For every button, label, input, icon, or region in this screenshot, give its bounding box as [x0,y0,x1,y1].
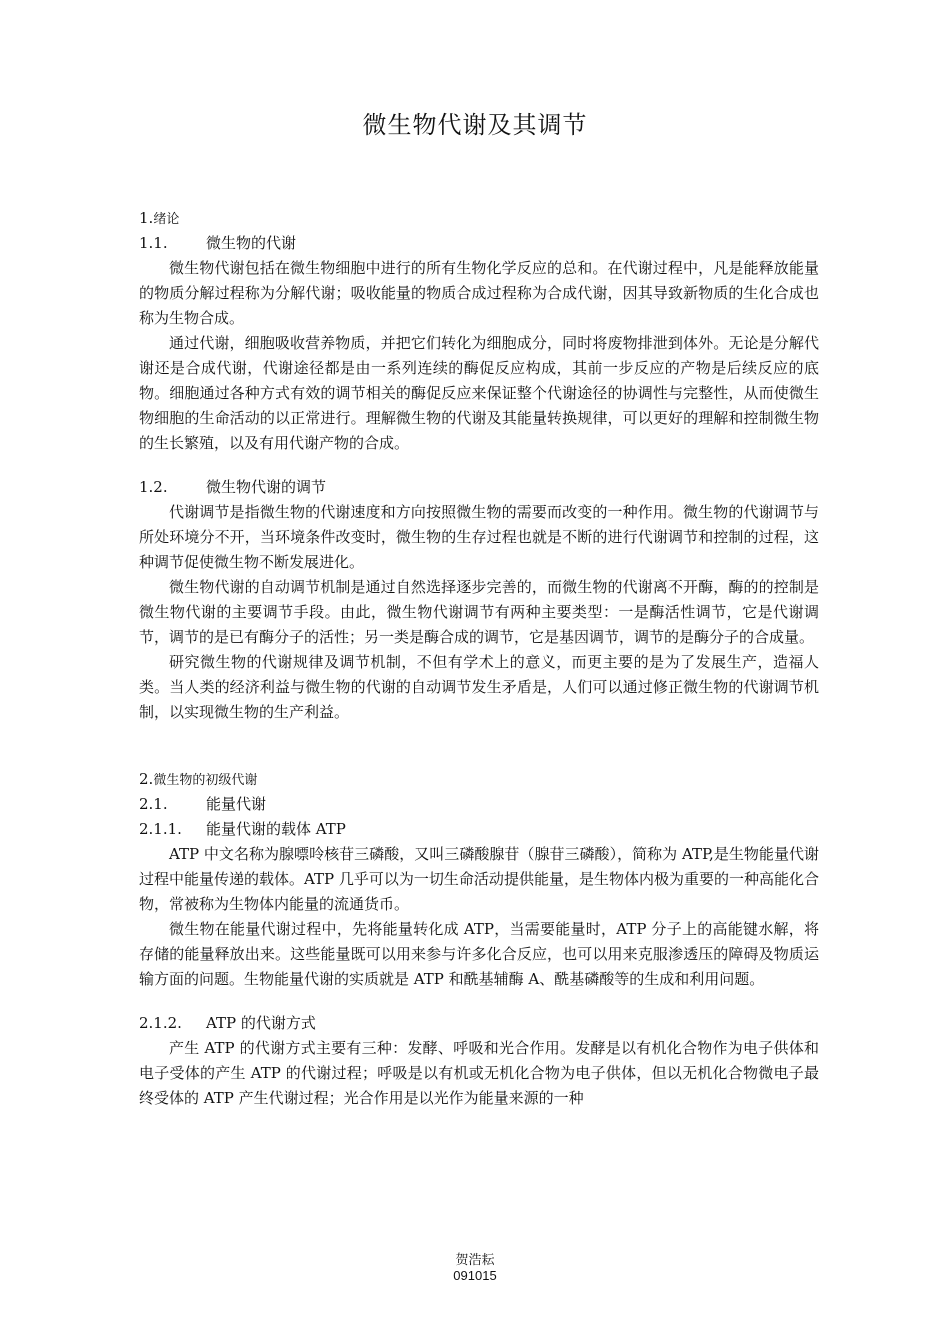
section-title: 能量代谢 [206,795,267,813]
section-2-heading [139,767,819,792]
section-title: 微生物的代谢 [206,234,297,252]
section-2-1-heading [139,792,819,817]
section-number: 1.1. [139,234,168,252]
paragraph: 通过代谢，细胞吸收营养物质，并把它们转化为细胞成分，同时将废物排泄到体外。无论是分解代谢还是合成代谢，代谢途径都是由一系列连续的酶促反应构成，其前一步反应的产物是后续反应的底物。细胞通过各种方式有效的调节相关的酶促反应来保证整个代谢途径的协调性与完整性，从而使微生物细胞的生命活动的以正常进行。理解微生物的代谢及其能量转换规律，可以更好的理解和控制微生物的生长繁殖，以及有用代谢产物的合成。 [139,334,819,452]
author-name: 贺浩耘 [455,1252,495,1267]
section-number: 2. [139,770,154,788]
document-title: 微生物代谢及其调节 [362,111,588,139]
section-number: 1.2. [139,478,168,496]
section-title: 绪论 [153,212,180,227]
spacer [139,456,819,475]
paragraph: 微生物代谢的自动调节机制是通过自然选择逐步完善的，而微生物的代谢离不开酶，酶的的控制是微生物代谢的主要调节手段。由此，微生物代谢调节有两种主要类型：一是酶活性调节，它是代谢调节，调节的是已有酶分子的活性；另一类是酶合成的调节，它是基因调节，调节的是酶分子的合成量。 [139,578,819,646]
paragraph: 微生物代谢包括在微生物细胞中进行的所有生物化学反应的总和。在代谢过程中，凡是能释放能量的物质分解过程称为分解代谢；吸收能量的物质合成过程称为合成代谢，因其导致新物质的生化合成也称为生物合成。 [139,259,819,327]
section-title: 微生物的初级代谢 [153,773,258,788]
paragraph: 代谢调节是指微生物的代谢速度和方向按照微生物的需要而改变的一种作用。微生物的代谢调节与所处环境分不开，当环境条件改变时，微生物的生存过程也就是不断的进行代谢调节和控制的过程，这种调节促使微生物不断发展进化。 [139,503,819,571]
paragraph: 研究微生物的代谢规律及调节机制，不但有学术上的意义，而更主要的是为了发展生产，造福人类。当人类的经济利益与微生物的代谢的自动调节发生矛盾是，人们可以通过修正微生物的代谢调节机制，以实现微生物的生产利益。 [139,653,819,721]
section-number: 2.1.2. [139,1014,182,1032]
section-1-1-heading [139,231,819,256]
paragraph: ATP 中文名称为腺嘌呤核苷三磷酸，又叫三磷酸腺苷（腺苷三磷酸），简称为 ATP,是生物能量代谢过程中能量传递的载体。ATP 几乎可以为一切生命活动提供能量，是生物体内极为重要的一种高能化合物，常被称为生物体内能量的流通货币。 [139,845,819,913]
section-number: 2.1.1. [139,820,182,838]
section-1-heading [139,206,819,231]
section-2-1-1-heading [139,817,819,842]
author-id: 091015 [453,1268,497,1283]
section-2-1-2-heading [139,1011,819,1036]
section-1-2-heading [139,475,819,500]
spacer [139,992,819,1011]
section-number: 2.1. [139,795,168,813]
section-title: 微生物代谢的调节 [206,478,327,496]
document-body [139,206,819,1111]
section-number: 1. [139,209,154,227]
section-title: ATP 的代谢方式 [206,1014,316,1032]
spacer [139,725,819,767]
paragraph: 微生物在能量代谢过程中，先将能量转化成 ATP，当需要能量时，ATP 分子上的高能键水解，将存储的能量释放出来。这些能量既可以用来参与许多化合反应，也可以用来克服渗透压的障碍及物质运输方面的问题。生物能量代谢的实质就是 ATP 和酰基辅酶 A、酰基磷酸等的生成和利用问题。 [139,920,819,988]
section-title: 能量代谢的载体 ATP [206,820,346,838]
paragraph: 产生 ATP 的代谢方式主要有三种：发酵、呼吸和光合作用。发酵是以有机化合物作为电子供体和电子受体的产生 ATP 的代谢过程；呼吸是以有机或无机化合物为电子供体，但以无机化合物微电子最终受体的 ATP 产生代谢过程；光合作用是以光作为能量来源的一种 [139,1039,819,1107]
page-footer [0,1252,950,1284]
